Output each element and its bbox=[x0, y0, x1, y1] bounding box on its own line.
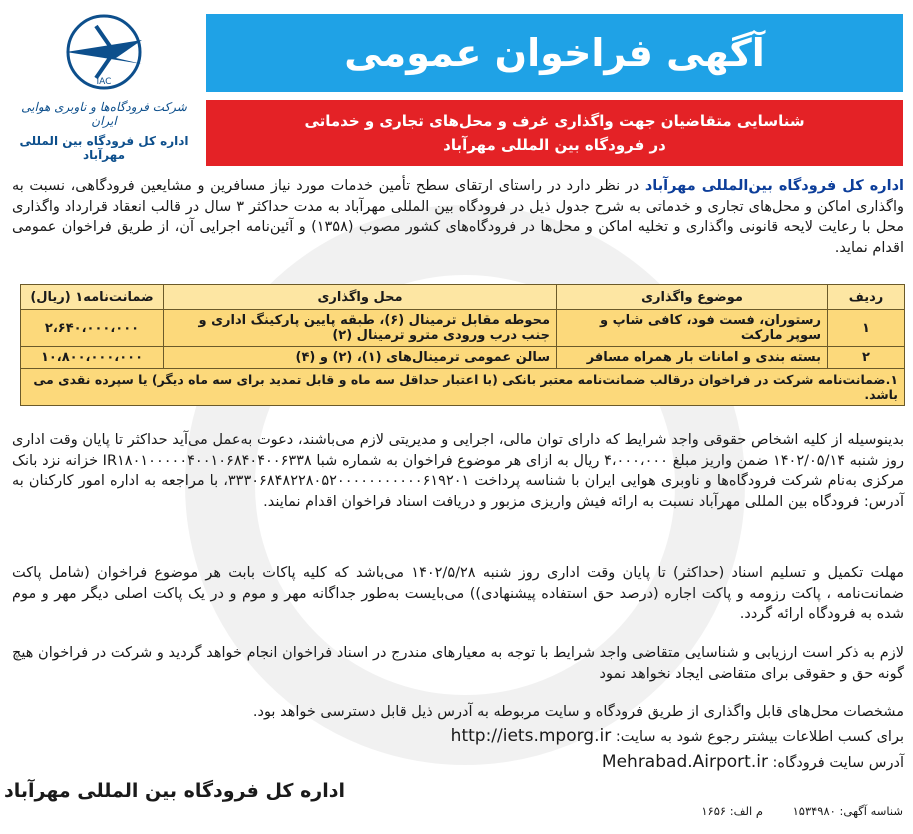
subtitle-line-2: در فرودگاه بین المللی مهرآباد bbox=[443, 136, 666, 154]
intro-paragraph bbox=[12, 176, 904, 258]
row-amount: ۱۰،۸۰۰،۰۰۰،۰۰۰ bbox=[21, 347, 164, 369]
title-banner bbox=[206, 14, 903, 92]
table-header-row bbox=[21, 285, 905, 310]
table-note: ۱.ضمانت‌نامه شرکت در فراخوان درقالب ضمانت‌نامه معتبر بانکی (با اعتبار حداقل سه ماه و قابل تمدید برای سه ماه دیگر) یا سپرده نقدی می باشد. bbox=[21, 369, 905, 406]
header-subject: موضوع واگذاری bbox=[557, 285, 828, 310]
subtitle-line-1: شناسایی متقاضیان جهت واگذاری غرف و محل‌های تجاری و خدماتی bbox=[304, 112, 805, 130]
row-amount: ۲،۶۴۰،۰۰۰،۰۰۰ bbox=[21, 310, 164, 347]
table-row bbox=[21, 347, 905, 369]
airport-site-link[interactable]: Mehrabad.Airport.ir bbox=[601, 752, 768, 772]
airport-company-logo-icon bbox=[56, 12, 152, 98]
logo-org-name: اداره کل فرودگاه بین المللی مهرآباد bbox=[19, 134, 189, 162]
table-note-row bbox=[21, 369, 905, 406]
subtitle-banner bbox=[206, 100, 903, 166]
intro-org-name: اداره کل فرودگاه بین‌المللی مهرآباد bbox=[644, 178, 904, 194]
row-number: ۱ bbox=[828, 310, 905, 347]
mim-alef-number: م الف: ۱۶۵۶ bbox=[701, 804, 763, 818]
footer-org-name: اداره کل فرودگاه بین المللی مهرآباد bbox=[4, 780, 345, 802]
body-paragraph-1: بدینوسیله از کلیه اشخاص حقوقی واجد شرایط که دارای توان مالی، اجرایی و مدیریتی لازم می‌باشند، دعوت به‌عمل می‌آید حداکثر تا پایان وقت اداری روز شنبه ۱۴۰۲/۰۵/۱۴ ضمن واریز مبلغ ۴،۰۰۰،۰۰۰ ریال به ازای هر موضوع فراخوان به شماره شبا IR۱۸۰۱۰۰۰۰۰۴۰۰۱۰۶۸۴۰۴۰۰۶۳۳۸ خزانه نزد بانک مرکزی به‌نام شرکت فرودگاه‌ها و ناوبری هوایی ایران با شناسه پرداخت ۳۳۳۰۶۸۴۸۲۲۸۰۵۲۰۰۰۰۰۰۰۰۰۰۰۶۱۹۲۰۱، با مراجعه به اداره امور کارکنان به آدرس: فرودگاه بین المللی مهرآباد نسبت به ارائه فیش واریزی مزبور و دریافت اسناد فراخوان اقدام نمایند. bbox=[12, 432, 904, 510]
info-site-link[interactable]: http://iets.mporg.ir bbox=[450, 726, 612, 746]
row-number: ۲ bbox=[828, 347, 905, 369]
row-location: محوطه مقابل ترمینال (۶)، طبقه پایین پارکینگ اداری و جنب درب ورودی مترو ترمینال (۲) bbox=[164, 310, 557, 347]
airport-site-label: آدرس سایت فرودگاه: bbox=[767, 755, 904, 771]
logo-company-name: شرکت فرودگاه‌ها و ناوبری هوایی ایران bbox=[21, 100, 187, 128]
intro-text: در نظر دارد در راستای ارتقای سطح تأمین خدمات مورد نیاز مسافرین و مشایعین فرودگاهی، نسبت به واگذاری اماکن و محل‌های تجاری و خدماتی به شرح جدول ذیل در فرودگاه بین المللی مهرآباد به مدت حداکثر ۳ سال در قالب انعقاد قرارداد واگذاری محل با رعایت لایحه قانونی واگذاری و تخلیه اماکن و محل‌ها در فرودگاه‌های کشور مصوب (۱۳۵۸) و آئین‌نامه اجرایی آن، از طریق فراخوان عمومی اقدام نماید. bbox=[12, 178, 904, 256]
info-site-label: برای کسب اطلاعات بیشتر رجوع شود به سایت: bbox=[611, 729, 904, 745]
info-site-line bbox=[12, 726, 904, 748]
airport-site-line bbox=[12, 752, 904, 774]
row-subject: رستوران، فست فود، کافی شاپ و سوپر مارکت bbox=[557, 310, 828, 347]
logo-block bbox=[10, 12, 198, 162]
logo-emblem-text: IAC bbox=[96, 77, 112, 87]
table-row bbox=[21, 310, 905, 347]
ad-id: شناسه آگهی: ۱۵۳۴۹۸۰ bbox=[792, 804, 903, 818]
header-guarantee: ضمانت‌نامه۱ (ریال) bbox=[21, 285, 164, 310]
row-subject: بسته بندی و امانات بار همراه مسافر bbox=[557, 347, 828, 369]
body-paragraph-3: لازم به ذکر است ارزیابی و شناسایی متقاضی واجد شرایط با توجه به معیارهای مندرج در اسناد فراخوان انجام خواهد گردید و شرکت در فراخوان هیچ گونه حق و حقوقی برای متقاضی ایجاد نخواهد نمود bbox=[12, 645, 904, 682]
body-paragraph-4: مشخصات محل‌های قابل واگذاری از طریق فرودگاه و سایت مربوطه به آدرس ذیل قابل دسترسی خواهد بود. bbox=[252, 704, 904, 720]
row-location: سالن عمومی ترمینال‌های (۱)، (۲) و (۴) bbox=[164, 347, 557, 369]
header-location: محل واگذاری bbox=[164, 285, 557, 310]
items-table bbox=[20, 284, 905, 406]
header-row-number: ردیف bbox=[828, 285, 905, 310]
page-title: آگهی فراخوان عمومی bbox=[344, 31, 765, 75]
body-paragraph-2: مهلت تکمیل و تسلیم اسناد (حداکثر) تا پایان وقت اداری روز شنبه ۱۴۰۲/۵/۲۸ می‌باشد که کلیه پاکات بابت هر موضوع فراخوان (شامل پاکت ضمانت‌نامه ، پاکت رزومه و پاکت اجاره (درصد حق استفاده پیشنهادی)) می‌بایست به‌طور جداگانه مهر و موم و در یک پاکت اصلی دیگر مهر و موم شده به فرودگاه ارائه گردد. bbox=[12, 565, 905, 622]
